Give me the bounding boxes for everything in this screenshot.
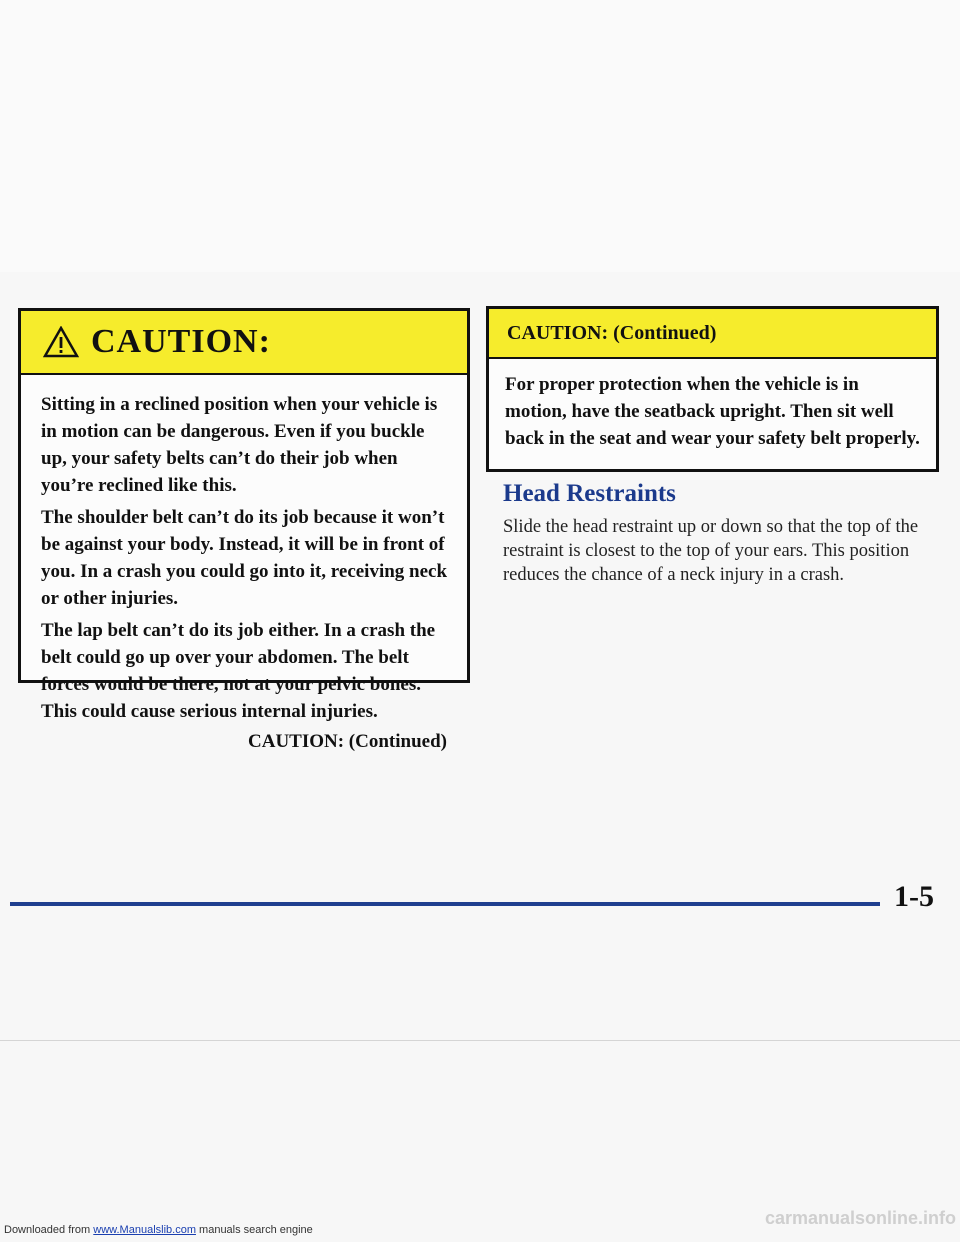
- caution-continued-header-band: [489, 309, 936, 359]
- caution-paragraph-2: The shoulder belt can’t do its job because it won’t be against your body. Instead, it will be in front of you. In a crash you could go into it, receiving neck or other injuries.: [41, 507, 448, 609]
- caution-box: [18, 308, 470, 752]
- site-watermark: carmanualsonline.info: [764, 1208, 956, 1228]
- watermark-prefix: Downloaded from: [4, 1224, 94, 1236]
- caution-title: CAUTION:: [91, 323, 271, 360]
- page-bottom-divider: [0, 1040, 960, 1041]
- caution-continued-box: [486, 306, 939, 472]
- caution-continued-title: CAUTION: (Continued): [507, 321, 717, 344]
- page-top-blank: [0, 0, 960, 272]
- caution-paragraph-1: Sitting in a reclined position when your vehicle is in motion can be dangerous. Even if you buckle up, your safety belts can’t do their job when you’re reclined like this.: [41, 394, 438, 496]
- warning-triangle-icon: [43, 326, 79, 358]
- page-number: 1-5: [894, 880, 934, 913]
- footer-rule: [10, 902, 880, 906]
- caution-continued-text: For proper protection when the vehicle is in motion, have the seatback upright. Then sit well back in the seat and wear your safety belt properly.: [505, 374, 920, 449]
- caution-body: [21, 375, 467, 753]
- manualslib-link[interactable]: www.Manualslib.com: [93, 1224, 196, 1236]
- section-heading: Head Restraints: [503, 480, 676, 507]
- section-body-text: Slide the head restraint up or down so that the top of the restraint is closest to the top of your ears. This position reduces the chance of a neck injury in a crash.: [503, 517, 919, 585]
- caution-header-band: [21, 311, 467, 375]
- watermark-suffix: manuals search engine: [195, 1224, 313, 1236]
- caution-continued-body: [489, 359, 936, 452]
- caution-continued-label: CAUTION: (Continued): [248, 731, 447, 752]
- download-watermark: [4, 1224, 313, 1236]
- caution-paragraph-3: The lap belt can’t do its job either. In a crash the belt could go up over your abdomen. The belt forces would be there, not at your pelvic bones. This could cause serious internal injuries.: [41, 620, 436, 722]
